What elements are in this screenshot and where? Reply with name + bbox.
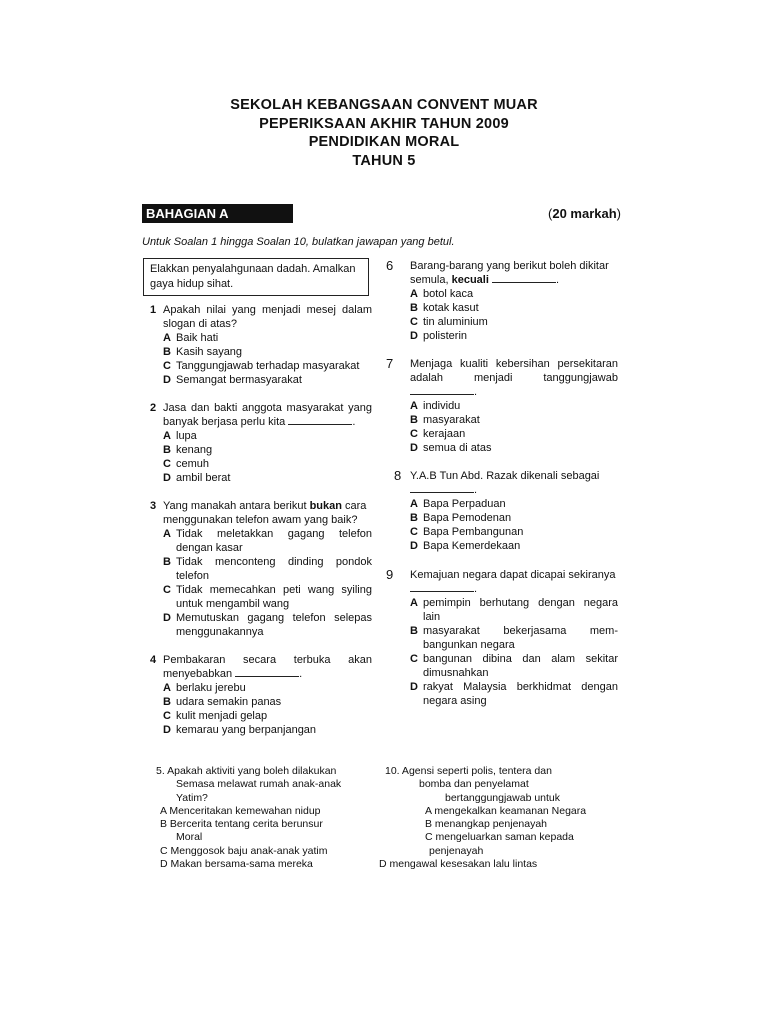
option-text: Moral — [176, 831, 203, 844]
option-letter: A — [163, 528, 171, 540]
answer-blank — [492, 273, 556, 283]
option-b[interactable] — [410, 301, 618, 315]
option-letter: B — [163, 696, 171, 708]
option-d[interactable] — [410, 680, 618, 708]
option-d[interactable] — [410, 329, 618, 343]
option-letter: B — [163, 346, 171, 358]
question-4 — [150, 653, 372, 737]
option-letter: C — [163, 710, 171, 722]
option-text: Bapa Kemerdekaan — [423, 540, 521, 552]
question-9 — [386, 567, 618, 708]
option-text: Semangat bermasyarakat — [176, 374, 302, 386]
exam-header — [0, 96, 768, 170]
option-text: udara semakin panas — [176, 696, 282, 708]
option-letter: D — [410, 442, 418, 454]
option-text: kenang — [176, 444, 213, 456]
question-stem: menggunakan telefon awam yang baik? — [163, 514, 358, 526]
question-2 — [150, 401, 372, 485]
option-text: rakyat Malaysia berkhidmat dengan — [423, 681, 618, 693]
slogan-line-2: gaya hidup sihat. — [150, 278, 234, 290]
section-marks — [548, 206, 621, 221]
question-stem: banyak berjasa perlu kita . — [163, 416, 356, 428]
question-stem: adalah menjadi tanggungjawab — [410, 372, 618, 384]
option-a[interactable]: A mengekalkan keamanan Negara — [425, 804, 587, 817]
question-stem: 10. Agensi seperti polis, tentera dan — [385, 765, 552, 777]
option-letter: A — [163, 682, 171, 694]
option-letter: C — [410, 428, 418, 440]
option-letter: B — [163, 556, 171, 568]
option-text: berlaku jerebu — [176, 682, 246, 694]
answer-blank — [410, 385, 474, 395]
option-letter: B — [410, 414, 418, 426]
question-1 — [150, 303, 372, 387]
option-letter: B — [410, 512, 418, 524]
option-text: untuk mengambil wang — [176, 598, 290, 610]
option-letter: D — [410, 330, 418, 342]
option-text: Memutuskan gagang telefon selepas — [176, 612, 372, 624]
question-stem: 5. Apakah aktiviti yang boleh dilakukan — [156, 765, 337, 777]
marks-open: ( — [548, 206, 553, 221]
option-letter: A — [410, 288, 418, 300]
option-text: individu — [423, 400, 461, 412]
question-stem: Menjaga kualiti kebersihan persekitaran — [410, 358, 618, 370]
option-text: kerajaan — [423, 428, 466, 440]
option-a[interactable] — [163, 331, 372, 345]
question-number: 6 — [386, 258, 394, 273]
option-text: Kasih sayang — [176, 346, 243, 358]
option-d[interactable] — [163, 611, 372, 639]
option-d[interactable]: D Makan bersama-sama mereka — [160, 858, 313, 871]
question-3 — [150, 499, 372, 639]
question-stem: bomba dan penyelamat — [419, 778, 529, 791]
answer-blank — [410, 582, 474, 592]
stem-emphasis: bukan — [309, 500, 342, 512]
option-c[interactable] — [410, 652, 618, 680]
option-letter: C — [410, 526, 418, 538]
option-letter: C — [163, 458, 171, 470]
question-number: 2 — [150, 402, 157, 414]
question-stem: bertanggungjawab untuk — [445, 791, 561, 804]
option-c[interactable] — [410, 427, 618, 441]
option-d[interactable] — [163, 723, 372, 737]
year-title: TAHUN 5 — [352, 152, 416, 169]
option-text: negara asing — [423, 695, 487, 707]
section-instruction: Untuk Soalan 1 hingga Soalan 10, bulatkan jawapan yang betul. — [142, 236, 455, 248]
question-number: 7 — [386, 356, 394, 371]
option-text: kemarau yang berpanjangan — [176, 724, 317, 736]
question-stem: Kemajuan negara dapat dicapai sekiranya — [410, 569, 616, 581]
slogan-line-1: Elakkan penyalahgunaan dadah. Amalkan — [150, 263, 356, 275]
question-stem: . — [410, 582, 618, 596]
subject-title: PENDIDIKAN MORAL — [308, 134, 460, 150]
option-b[interactable]: B Bercerita tentang cerita berunsur — [160, 818, 323, 831]
option-text: menggunakannya — [176, 626, 264, 638]
question-stem: Yatim? — [176, 791, 208, 804]
option-b[interactable] — [163, 695, 372, 709]
option-text: semua di atas — [423, 442, 492, 454]
option-a[interactable] — [163, 527, 372, 555]
exam-title: PEPERIKSAAN AKHIR TAHUN 2009 — [259, 115, 509, 132]
option-text: tin aluminium — [423, 316, 488, 328]
stem-text: cara — [345, 500, 367, 512]
option-b[interactable] — [163, 555, 372, 583]
option-text: masyarakat — [423, 414, 480, 426]
stem-emphasis: kecuali — [451, 274, 489, 286]
question-5 — [156, 765, 341, 871]
option-letter: D — [163, 612, 171, 624]
question-stem: Semasa melawat rumah anak-anak — [176, 778, 342, 791]
option-letter: A — [410, 597, 418, 609]
option-text: Tidak memecahkan peti wang syiling — [176, 584, 372, 596]
option-c[interactable]: C Menggosok baju anak-anak yatim — [160, 844, 328, 857]
option-a[interactable] — [163, 429, 372, 443]
question-stem: slogan di atas? — [163, 318, 237, 330]
question-stem: Jasa dan bakti anggota masyarakat yang — [163, 402, 372, 414]
marks-value: 20 markah — [552, 206, 617, 221]
option-a[interactable] — [410, 596, 618, 624]
option-text: Baik hati — [176, 332, 219, 344]
option-letter: A — [410, 400, 418, 412]
option-letter: D — [163, 472, 171, 484]
question-number: 4 — [150, 654, 157, 666]
stem-text: menyebabkan — [163, 668, 233, 680]
option-text: Tidak menconteng dinding pondok — [176, 556, 372, 568]
question-stem: . — [410, 483, 618, 497]
option-letter: D — [163, 724, 171, 736]
option-c[interactable] — [410, 525, 618, 539]
question-number: 3 — [150, 500, 157, 512]
option-c[interactable] — [163, 457, 372, 471]
question-6 — [386, 258, 618, 343]
option-b[interactable] — [410, 511, 618, 525]
option-a[interactable] — [410, 287, 618, 301]
option-text: Bapa Pemodenan — [423, 512, 512, 524]
option-a[interactable] — [410, 399, 618, 413]
option-letter: B — [410, 625, 418, 637]
option-d[interactable] — [410, 539, 618, 553]
question-stem: menyebabkan . — [163, 668, 303, 680]
option-letter: C — [410, 653, 418, 665]
question-stem: Apakah nilai yang menjadi mesej dalam — [163, 304, 372, 316]
option-text: kulit menjadi gelap — [176, 710, 268, 722]
option-text: penjenayah — [429, 844, 484, 857]
question-number: 8 — [394, 468, 402, 483]
option-text: lupa — [176, 430, 197, 442]
option-text: telefon — [176, 570, 210, 582]
option-b[interactable] — [410, 624, 618, 652]
question-stem — [163, 499, 372, 513]
option-letter: D — [410, 540, 418, 552]
question-7 — [386, 356, 618, 455]
answer-blank — [235, 667, 299, 677]
option-text: dimusnahkan — [423, 667, 489, 679]
question-stem: semula, kecuali . — [410, 274, 560, 286]
option-text: polisterin — [423, 330, 468, 342]
option-d[interactable] — [163, 373, 372, 387]
option-text: bangunkan negara — [423, 639, 515, 651]
option-d[interactable] — [410, 441, 618, 455]
option-b[interactable] — [410, 413, 618, 427]
option-text: dengan kasar — [176, 542, 243, 554]
section-title: BAHAGIAN A — [142, 204, 293, 223]
option-text: Tanggungjawab terhadap masyarakat — [176, 360, 360, 372]
answer-blank — [410, 483, 474, 493]
option-letter: A — [410, 498, 418, 510]
stem-text: Yang manakah antara berikut — [163, 500, 307, 512]
question-8 — [394, 468, 618, 553]
stem-text: semula, — [410, 274, 449, 286]
option-letter: C — [163, 360, 171, 372]
option-c[interactable] — [163, 359, 372, 373]
option-letter: A — [163, 430, 171, 442]
option-b[interactable]: B menangkap penjenayah — [425, 818, 548, 831]
question-number: 9 — [386, 567, 394, 582]
option-text: botol kaca — [423, 288, 474, 300]
option-b[interactable] — [163, 443, 372, 457]
option-text: kotak kasut — [423, 302, 479, 314]
option-a[interactable] — [410, 497, 618, 511]
option-text: pemimpin berhutang dengan negara — [423, 597, 618, 609]
marks-close: ) — [616, 206, 622, 221]
option-d[interactable] — [163, 471, 372, 485]
option-text: masyarakat bekerjasama mem- — [423, 625, 618, 637]
option-text: lain — [423, 611, 441, 623]
stem-text: banyak berjasa perlu kita — [163, 416, 286, 428]
option-text: cemuh — [176, 458, 210, 470]
option-c[interactable] — [410, 315, 618, 329]
school-name: SEKOLAH KEBANGSAAN CONVENT MUAR — [230, 97, 538, 113]
question-number: 1 — [150, 304, 157, 316]
question-stem: Barang-barang yang berikut boleh dikitar — [410, 260, 609, 272]
option-letter: A — [163, 332, 171, 344]
option-text: ambil berat — [176, 472, 231, 484]
question-10 — [379, 765, 587, 871]
option-text: Bapa Perpaduan — [423, 498, 506, 510]
option-c[interactable]: C mengeluarkan saman kepada — [425, 831, 574, 844]
option-letter: B — [163, 444, 171, 456]
option-a[interactable] — [163, 681, 372, 695]
question-stem: Pembakaran secara terbuka akan — [163, 654, 372, 666]
option-letter: B — [410, 302, 418, 314]
option-letter: D — [410, 681, 418, 693]
slogan-box — [143, 258, 369, 296]
question-stem: . — [410, 385, 618, 399]
option-c[interactable] — [163, 709, 372, 723]
option-letter: C — [410, 316, 418, 328]
option-a[interactable]: A Menceritakan kemewahan nidup — [160, 804, 321, 817]
option-b[interactable] — [163, 345, 372, 359]
option-text: bangunan dibina dan alam sekitar — [423, 653, 618, 665]
option-letter: D — [163, 374, 171, 386]
option-d[interactable]: D mengawal kesesakan lalu lintas — [379, 858, 538, 871]
option-letter: C — [163, 584, 171, 596]
option-text: Bapa Pembangunan — [423, 526, 524, 538]
question-stem: Y.A.B Tun Abd. Razak dikenali sebagai — [410, 470, 600, 482]
option-text: Tidak meletakkan gagang telefon — [176, 528, 372, 540]
answer-blank — [288, 415, 352, 425]
option-c[interactable] — [163, 583, 372, 611]
